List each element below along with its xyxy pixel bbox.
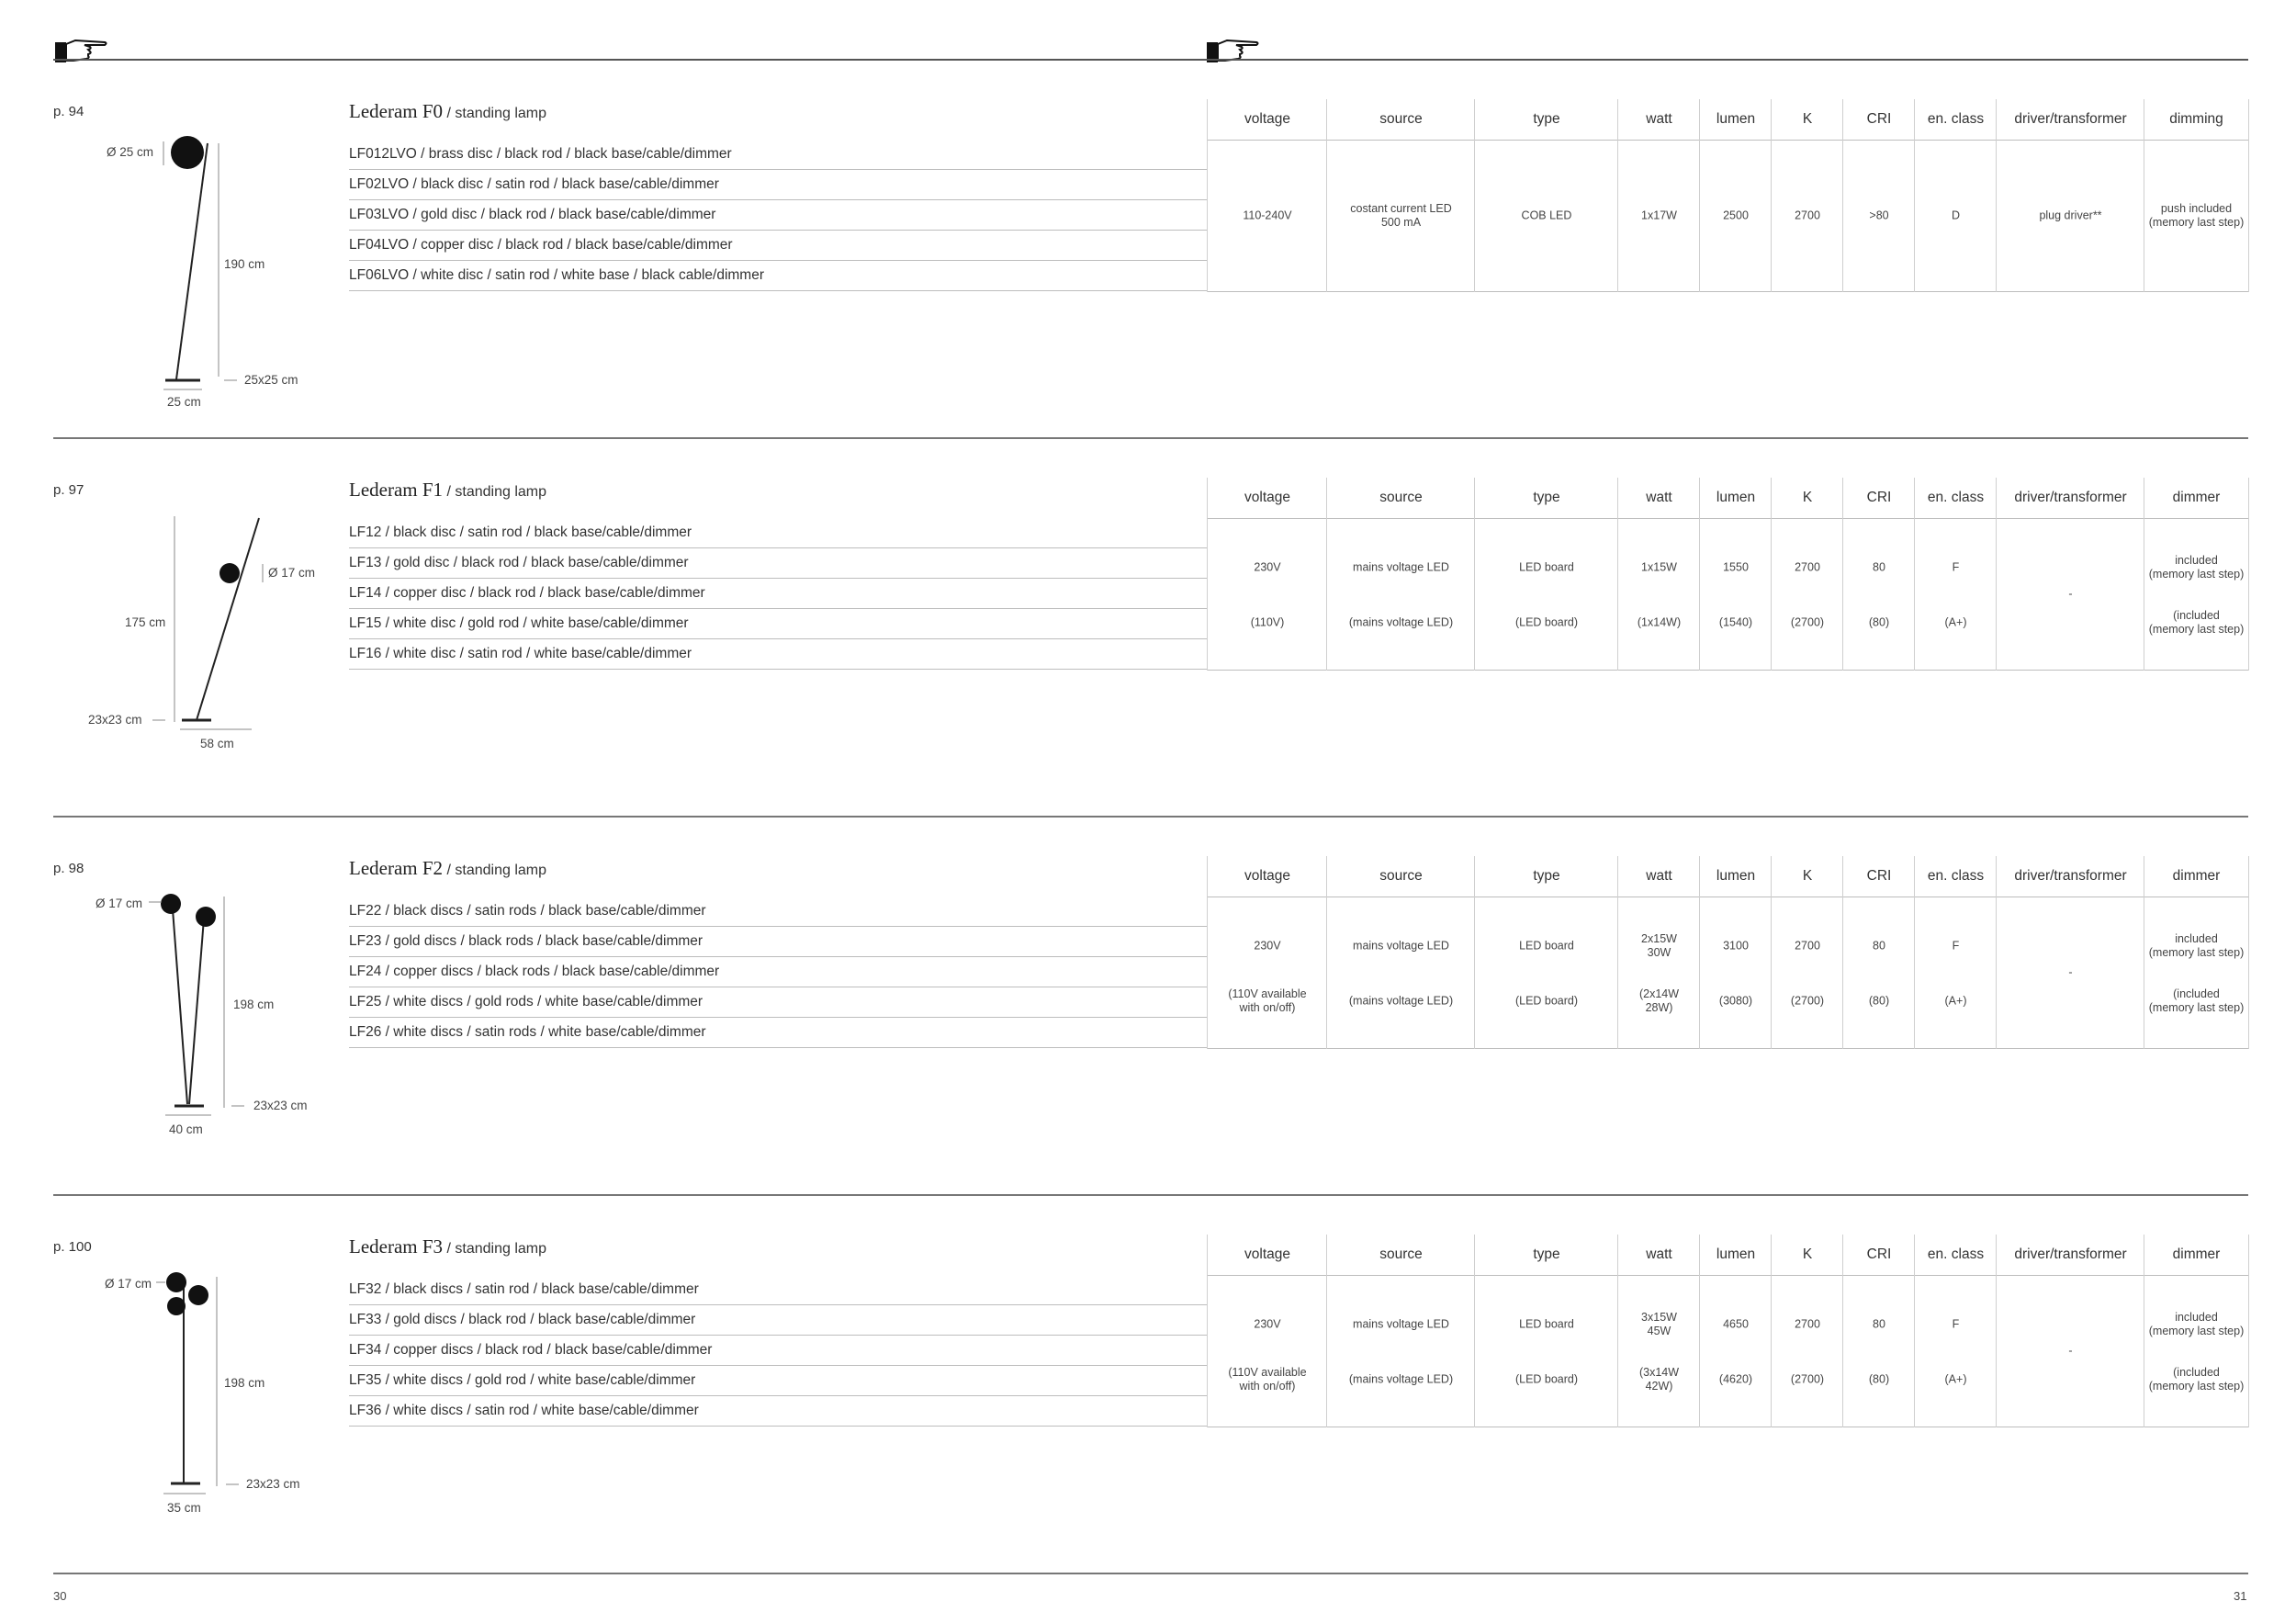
spec-value: 3100 xyxy=(1723,939,1749,953)
spec-column-header: en. class xyxy=(1915,99,1997,141)
spec-column-voltage xyxy=(1207,99,1327,292)
spec-column-watt xyxy=(1617,99,1700,292)
spec-column-header: lumen xyxy=(1700,1235,1772,1276)
spec-value: 1550 xyxy=(1723,560,1749,574)
spec-column-header: K xyxy=(1772,1235,1843,1276)
spec-column-header: voltage xyxy=(1208,478,1327,519)
section-divider xyxy=(53,1194,2248,1196)
spec-value: included (memory last step) xyxy=(2148,1311,2245,1337)
product-category: / standing lamp xyxy=(443,106,546,121)
spec-column-en-class xyxy=(1914,856,1997,1049)
spec-column-watt xyxy=(1617,478,1700,671)
lamp-height-label: 175 cm xyxy=(125,615,166,629)
spec-value: (included (memory last step) xyxy=(2148,1366,2245,1393)
spec-value: F xyxy=(1952,560,1960,574)
product-name: Lederam F0 xyxy=(349,100,444,122)
spec-value: 1x15W xyxy=(1641,560,1677,574)
spec-column-en-class xyxy=(1914,99,1997,292)
spec-value: (LED board) xyxy=(1514,994,1579,1008)
product-name: Lederam F3 xyxy=(349,1235,444,1257)
spec-column-header: watt xyxy=(1618,1235,1700,1276)
product-variant-row: LF36 / white discs / satin rod / white base/cable/dimmer xyxy=(349,1396,1207,1427)
lamp-diameter-label: Ø 17 cm xyxy=(105,1277,152,1291)
spec-column-cri xyxy=(1842,1235,1915,1427)
spec-value: F xyxy=(1952,939,1960,953)
spec-value: (included (memory last step) xyxy=(2148,609,2245,636)
product-variant-row: LF34 / copper discs / black rod / black base/cable/dimmer xyxy=(349,1336,1207,1366)
spec-value: 3x15W 45W xyxy=(1641,1311,1677,1337)
spec-value: 230V xyxy=(1254,1317,1281,1331)
spec-value: (2x14W 28W) xyxy=(1638,987,1680,1014)
spec-value: push included (memory last step) xyxy=(2148,202,2245,229)
spec-column-header: watt xyxy=(1618,856,1700,897)
spec-value: - xyxy=(2068,587,2073,601)
spec-value: included (memory last step) xyxy=(2148,554,2245,581)
product-variant-row: LF02LVO / black disc / satin rod / black base/cable/dimmer xyxy=(349,170,1207,200)
product-category: / standing lamp xyxy=(443,1241,546,1257)
spec-value: 2700 xyxy=(1795,560,1820,574)
spec-value: (A+) xyxy=(1944,1372,1967,1386)
product-variant-row: LF04LVO / copper disc / black rod / black base/cable/dimmer xyxy=(349,231,1207,261)
lamp-width-label: 25 cm xyxy=(167,395,201,409)
spec-value: (80) xyxy=(1868,1372,1890,1386)
spec-column-type xyxy=(1474,99,1618,292)
spec-column-header: CRI xyxy=(1843,856,1915,897)
product-variant-row: LF22 / black discs / satin rods / black base/cable/dimmer xyxy=(349,897,1207,927)
spec-column-driver-transformer xyxy=(1996,856,2144,1049)
lamp-illustrations xyxy=(0,0,349,1624)
spec-value: - xyxy=(2068,1344,2073,1358)
spec-column-dimming xyxy=(2144,1235,2249,1427)
spec-column-header: type xyxy=(1475,856,1618,897)
spec-value: (included (memory last step) xyxy=(2148,987,2245,1014)
spec-value: (110V available with on/off) xyxy=(1228,987,1307,1014)
product-variant-row: LF33 / gold discs / black rod / black base/cable/dimmer xyxy=(349,1305,1207,1336)
lamp-height-label: 198 cm xyxy=(224,1376,265,1390)
spec-value: >80 xyxy=(1869,209,1889,222)
spec-column-k xyxy=(1771,99,1843,292)
spec-value: (1540) xyxy=(1718,615,1753,629)
spec-value: 2700 xyxy=(1795,1317,1820,1331)
page-reference: p. 97 xyxy=(53,482,84,498)
lamp-base-label: 23x23 cm xyxy=(88,713,142,727)
product-variant-row: LF14 / copper disc / black rod / black base/cable/dimmer xyxy=(349,579,1207,609)
spec-column-k xyxy=(1771,478,1843,671)
spec-value: costant current LED 500 mA xyxy=(1350,202,1452,229)
spec-column-cri xyxy=(1842,856,1915,1049)
spec-column-source xyxy=(1326,478,1475,671)
page-number-left: 30 xyxy=(53,1589,67,1603)
spec-column-dimming xyxy=(2144,99,2249,292)
product-variant-row: LF12 / black disc / satin rod / black base/cable/dimmer xyxy=(349,518,1207,548)
spec-column-header: driver/transformer xyxy=(1997,478,2144,519)
spec-column-cri xyxy=(1842,99,1915,292)
product-variant-row: LF03LVO / gold disc / black rod / black base/cable/dimmer xyxy=(349,200,1207,231)
spec-value: (2700) xyxy=(1790,994,1825,1008)
spec-column-lumen xyxy=(1699,478,1772,671)
lamp-base-label: 23x23 cm xyxy=(253,1099,308,1112)
lamp-f1-drawing xyxy=(152,516,263,729)
product-category: / standing lamp xyxy=(443,863,546,878)
spec-column-driver-transformer xyxy=(1996,478,2144,671)
spec-column-header: type xyxy=(1475,99,1618,141)
section-divider xyxy=(53,1573,2248,1574)
product-category: / standing lamp xyxy=(443,484,546,500)
spec-value: 4650 xyxy=(1723,1317,1749,1331)
spec-column-voltage xyxy=(1207,1235,1327,1427)
spec-value: (LED board) xyxy=(1514,1372,1579,1386)
spec-value: 2500 xyxy=(1723,209,1749,222)
spec-column-header: source xyxy=(1327,99,1475,141)
spec-column-header: watt xyxy=(1618,478,1700,519)
spec-value: (1x14W) xyxy=(1637,615,1682,629)
spec-value: (2700) xyxy=(1790,615,1825,629)
spec-value: LED board xyxy=(1519,560,1574,574)
product-variant-row: LF13 / gold disc / black rod / black base/cable/dimmer xyxy=(349,548,1207,579)
spec-column-header: voltage xyxy=(1208,99,1327,141)
spec-column-header: driver/transformer xyxy=(1997,1235,2144,1276)
spec-value: mains voltage LED xyxy=(1353,1317,1449,1331)
spec-column-k xyxy=(1771,856,1843,1049)
spec-value: (LED board) xyxy=(1514,615,1579,629)
page-reference: p. 100 xyxy=(53,1239,92,1255)
spec-column-source xyxy=(1326,856,1475,1049)
spec-column-header: source xyxy=(1327,478,1475,519)
spec-column-header: voltage xyxy=(1208,856,1327,897)
spec-column-type xyxy=(1474,856,1618,1049)
spec-value: LED board xyxy=(1519,1317,1574,1331)
spec-column-watt xyxy=(1617,1235,1700,1427)
spec-value: (3080) xyxy=(1718,994,1753,1008)
product-variant-row: LF012LVO / brass disc / black rod / black base/cable/dimmer xyxy=(349,140,1207,170)
top-rule xyxy=(53,59,2248,61)
spec-column-header: source xyxy=(1327,1235,1475,1276)
spec-column-header: lumen xyxy=(1700,856,1772,897)
spec-value: (mains voltage LED) xyxy=(1348,994,1454,1008)
spec-column-lumen xyxy=(1699,856,1772,1049)
spec-value: (110V available with on/off) xyxy=(1228,1366,1307,1393)
spec-value: 230V xyxy=(1254,939,1281,953)
spec-column-header: en. class xyxy=(1915,1235,1997,1276)
spec-value: F xyxy=(1952,1317,1960,1331)
spec-value: (mains voltage LED) xyxy=(1348,1372,1454,1386)
product-variant-row: LF16 / white disc / satin rod / white base/cable/dimmer xyxy=(349,639,1207,670)
spec-column-dimming xyxy=(2144,856,2249,1049)
spec-column-header: lumen xyxy=(1700,478,1772,519)
spec-value: mains voltage LED xyxy=(1353,560,1449,574)
spec-value: (3x14W 42W) xyxy=(1638,1366,1680,1393)
spec-column-header: CRI xyxy=(1843,99,1915,141)
spec-value: (mains voltage LED) xyxy=(1348,615,1454,629)
lamp-diameter-label: Ø 25 cm xyxy=(107,145,154,159)
spec-column-header: K xyxy=(1772,856,1843,897)
spec-value: LED board xyxy=(1519,939,1574,953)
spec-column-header: source xyxy=(1327,856,1475,897)
section-divider xyxy=(53,437,2248,439)
spec-value: 2700 xyxy=(1795,939,1820,953)
spec-column-header: type xyxy=(1475,1235,1618,1276)
product-variant-row: LF24 / copper discs / black rods / black base/cable/dimmer xyxy=(349,957,1207,987)
lamp-base-label: 23x23 cm xyxy=(246,1477,300,1491)
product-variant-row: LF23 / gold discs / black rods / black base/cable/dimmer xyxy=(349,927,1207,957)
lamp-height-label: 190 cm xyxy=(224,257,265,271)
spec-column-voltage xyxy=(1207,856,1327,1049)
product-title xyxy=(349,479,546,502)
spec-column-lumen xyxy=(1699,99,1772,292)
page-number-right: 31 xyxy=(2234,1589,2247,1603)
spec-value: 1x17W xyxy=(1641,209,1677,222)
product-name: Lederam F1 xyxy=(349,479,444,501)
page-reference: p. 98 xyxy=(53,861,84,876)
spec-value: 80 xyxy=(1873,560,1885,574)
product-title xyxy=(349,1235,546,1258)
spec-value: D xyxy=(1951,209,1961,222)
spec-value: plug driver** xyxy=(2039,209,2102,222)
spec-column-header: CRI xyxy=(1843,1235,1915,1276)
spec-column-voltage xyxy=(1207,478,1327,671)
spec-value: (80) xyxy=(1868,994,1890,1008)
lamp-f2-drawing xyxy=(149,894,244,1115)
page-reference: p. 94 xyxy=(53,104,84,119)
lamp-diameter-label: Ø 17 cm xyxy=(96,897,143,910)
product-variant-row: LF25 / white discs / gold rods / white base/cable/dimmer xyxy=(349,987,1207,1018)
spec-value: - xyxy=(2068,965,2073,979)
lamp-diameter-label: Ø 17 cm xyxy=(268,566,316,580)
spec-column-header: K xyxy=(1772,99,1843,141)
spec-value: 80 xyxy=(1873,939,1885,953)
product-variant-row: LF15 / white disc / gold rod / white base/cable/dimmer xyxy=(349,609,1207,639)
spec-value: (A+) xyxy=(1944,994,1967,1008)
spec-column-en-class xyxy=(1914,478,1997,671)
spec-value: 230V xyxy=(1254,560,1281,574)
product-variant-row: LF32 / black discs / satin rod / black base/cable/dimmer xyxy=(349,1275,1207,1305)
spec-column-header: dimmer xyxy=(2144,1235,2248,1276)
spec-value: (4620) xyxy=(1718,1372,1753,1386)
product-title xyxy=(349,857,546,880)
spec-column-header: en. class xyxy=(1915,478,1997,519)
spec-value: (80) xyxy=(1868,615,1890,629)
spec-column-driver-transformer xyxy=(1996,1235,2144,1427)
spec-column-header: type xyxy=(1475,478,1618,519)
spec-value: 80 xyxy=(1873,1317,1885,1331)
spec-column-type xyxy=(1474,1235,1618,1427)
spec-column-header: dimming xyxy=(2144,99,2248,141)
spec-column-cri xyxy=(1842,478,1915,671)
spec-column-header: CRI xyxy=(1843,478,1915,519)
spec-column-type xyxy=(1474,478,1618,671)
spec-value: COB LED xyxy=(1521,209,1572,222)
spec-column-lumen xyxy=(1699,1235,1772,1427)
spec-column-header: en. class xyxy=(1915,856,1997,897)
lamp-height-label: 198 cm xyxy=(233,998,275,1011)
spec-value: 110-240V xyxy=(1243,209,1292,222)
spec-value: (110V) xyxy=(1250,615,1285,629)
product-name: Lederam F2 xyxy=(349,857,444,879)
spec-column-en-class xyxy=(1914,1235,1997,1427)
spec-column-header: dimmer xyxy=(2144,478,2248,519)
spec-column-k xyxy=(1771,1235,1843,1427)
lamp-width-label: 40 cm xyxy=(169,1122,203,1136)
product-title xyxy=(349,100,546,123)
spec-column-watt xyxy=(1617,856,1700,1049)
spec-value: (2700) xyxy=(1790,1372,1825,1386)
spec-value: included (memory last step) xyxy=(2148,932,2245,959)
spec-column-header: dimmer xyxy=(2144,856,2248,897)
product-variant-row: LF35 / white discs / gold rod / white base/cable/dimmer xyxy=(349,1366,1207,1396)
spec-value: mains voltage LED xyxy=(1353,939,1449,953)
spec-value: (A+) xyxy=(1944,615,1967,629)
spec-column-header: driver/transformer xyxy=(1997,99,2144,141)
spec-column-header: lumen xyxy=(1700,99,1772,141)
spec-value: 2700 xyxy=(1795,209,1820,222)
spec-column-header: driver/transformer xyxy=(1997,856,2144,897)
product-variant-row: LF26 / white discs / satin rods / white base/cable/dimmer xyxy=(349,1018,1207,1048)
lamp-width-label: 35 cm xyxy=(167,1501,201,1515)
spec-value: 2x15W 30W xyxy=(1641,932,1677,959)
lamp-base-label: 25x25 cm xyxy=(244,373,298,387)
spec-column-driver-transformer xyxy=(1996,99,2144,292)
spec-column-source xyxy=(1326,99,1475,292)
spec-column-header: K xyxy=(1772,478,1843,519)
lamp-width-label: 58 cm xyxy=(200,737,234,750)
spec-column-header: voltage xyxy=(1208,1235,1327,1276)
spec-column-header: watt xyxy=(1618,99,1700,141)
spec-column-source xyxy=(1326,1235,1475,1427)
section-divider xyxy=(53,816,2248,818)
spec-column-dimming xyxy=(2144,478,2249,671)
product-variant-row: LF06LVO / white disc / satin rod / white base / black cable/dimmer xyxy=(349,261,1207,291)
